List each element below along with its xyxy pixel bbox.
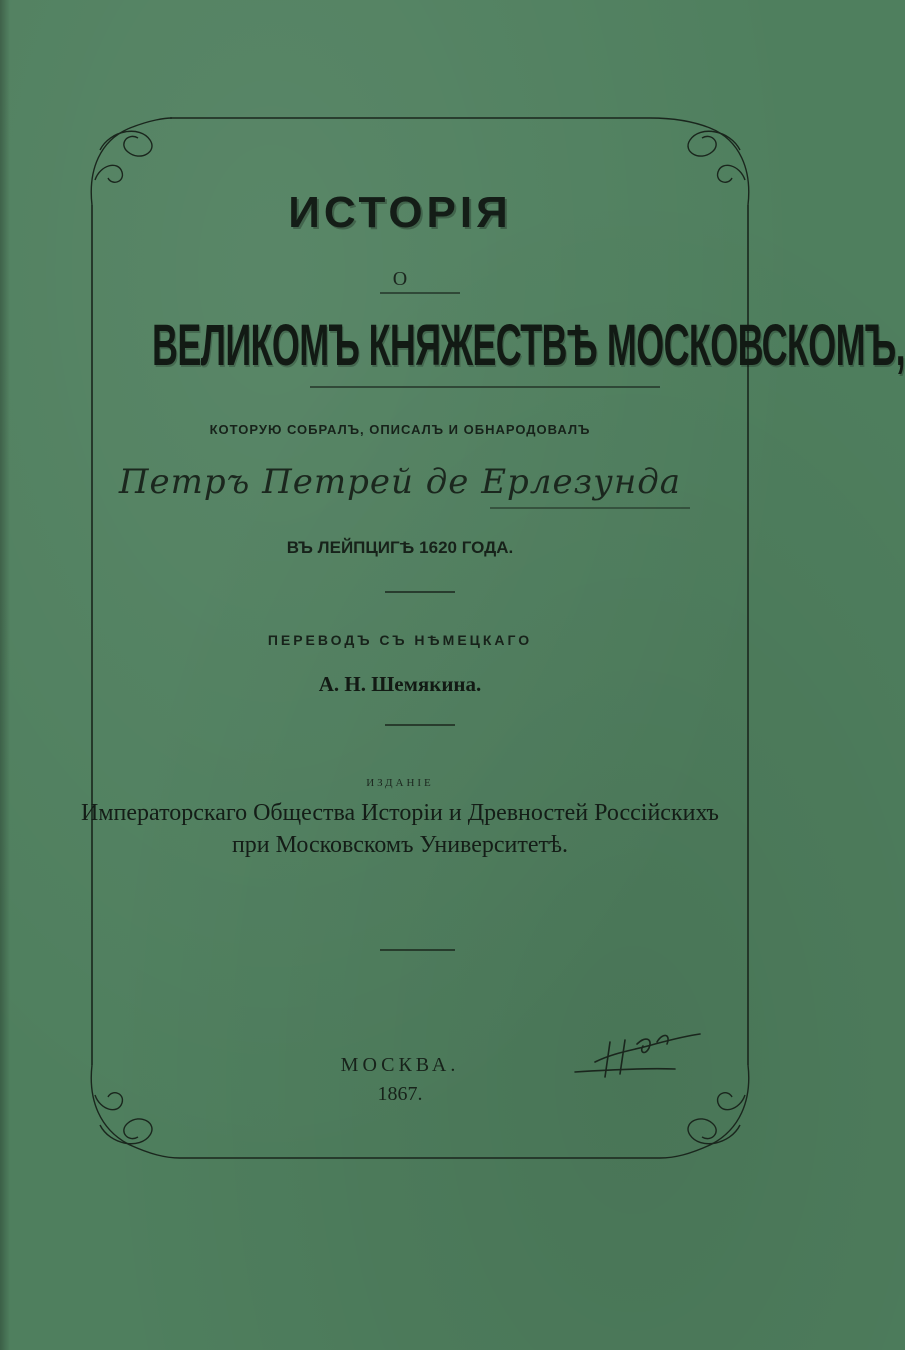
book-subject: ВЕЛИКОМЪ КНЯЖЕСТВѢ МОСКОВСКОМЪ, <box>152 313 905 378</box>
publisher-line-2: при Московскомъ Университетѣ. <box>231 832 569 858</box>
handwritten-signature-icon <box>575 1022 705 1082</box>
author-name: Петръ Петрей де Ерлезунда <box>118 462 682 502</box>
translator-name: А. Н. Шемякина. <box>318 672 482 696</box>
edition-label: ИЗДАНІЕ <box>366 777 434 789</box>
compiled-by-line: КОТОРУЮ СОБРАЛЪ, ОПИСАЛЪ И ОБНАРОДОВАЛЪ <box>209 422 591 437</box>
publisher-line-1: Императорскаго Общества Исторіи и Древностей Россійскихъ <box>81 800 719 826</box>
book-title: ИСТОРІЯ <box>288 188 512 237</box>
imprint-year: 1867. <box>377 1083 423 1105</box>
translation-label: ПЕРЕВОДЪ СЪ НѢМЕЦКАГО <box>267 632 533 648</box>
title-preposition: О <box>392 268 408 290</box>
imprint-city: МОСКВА. <box>340 1054 460 1076</box>
place-and-year: ВЪ ЛЕЙПЦИГѢ 1620 ГОДА. <box>286 538 514 557</box>
